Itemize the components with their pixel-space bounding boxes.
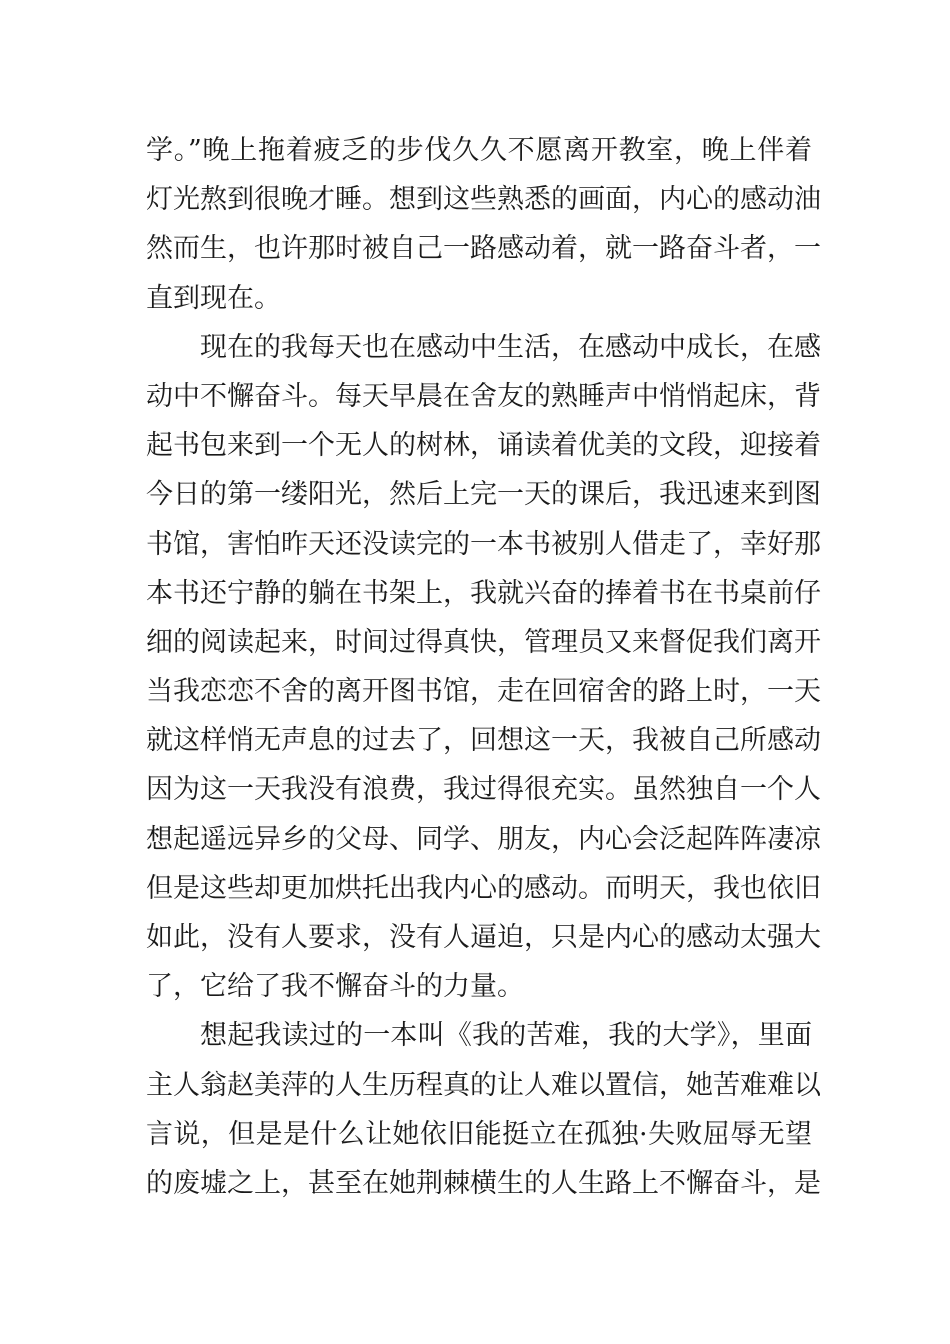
text-line: 书馆，害怕昨天还没读完的一本书被别人借走了，幸好那: [146, 528, 821, 560]
paragraph: [146, 323, 821, 1012]
text-line: 然而生，也许那时被自己一路感动着，就一路奋斗者，一: [146, 233, 821, 265]
text-line: 现在的我每天也在感动中生活，在感动中成长，在感: [200, 331, 821, 363]
text-line: 因为这一天我没有浪费，我过得很充实。虽然独自一个人: [146, 774, 821, 806]
text-line: 起书包来到一个无人的树林，诵读着优美的文段，迎接着: [146, 430, 821, 462]
text-line: 就这样悄无声息的过去了，回想这一天，我被自己所感动: [146, 725, 821, 757]
text-line: 学。”晚上拖着疲乏的步伐久久不愿离开教室，晚上伴着: [146, 135, 812, 166]
text-line: 主人翁赵美萍的人生历程真的让人难以置信，她苦难难以: [146, 1069, 821, 1101]
text-line: 如此，没有人要求，没有人逼迫，只是内心的感动太强大: [146, 922, 821, 953]
text-line: 了，它给了我不懈奋斗的力量。: [146, 971, 524, 1003]
text-line: 细的阅读起来，时间过得真快，管理员又来督促我们离开: [146, 626, 821, 658]
text-line: 本书还宁静的躺在书架上，我就兴奋的捧着书在书桌前仔: [146, 577, 821, 609]
paragraph: [146, 1011, 821, 1208]
text-line: 言说，但是是什么让她依旧能挺立在孤独·失败屈辱无望: [146, 1118, 812, 1150]
text-line: 但是这些却更加烘托出我内心的感动。而明天，我也依旧: [146, 872, 821, 904]
text-line: 想起遥远异乡的父母、同学、朋友，内心会泛起阵阵凄凉: [146, 823, 821, 855]
text-line: 直到现在。: [146, 282, 281, 314]
text-line: 灯光熬到很晚才睡。想到这些熟悉的画面，内心的感动油: [146, 184, 821, 216]
text-line: 动中不懈奋斗。每天早晨在舍友的熟睡声中悄悄起床，背: [146, 380, 821, 412]
text-line: 想起我读过的一本叫《我的苦难，我的大学》，里面: [200, 1020, 812, 1052]
body-text: [146, 126, 821, 1208]
text-line: 今日的第一缕阳光，然后上完一天的课后，我迅速来到图: [146, 479, 821, 511]
text-line: 的废墟之上，甚至在她荆棘横生的人生路上不懈奋斗，是: [146, 1167, 821, 1199]
paragraph: [146, 126, 821, 323]
text-line: 当我恋恋不舍的离开图书馆，走在回宿舍的路上时，一天: [146, 676, 821, 708]
